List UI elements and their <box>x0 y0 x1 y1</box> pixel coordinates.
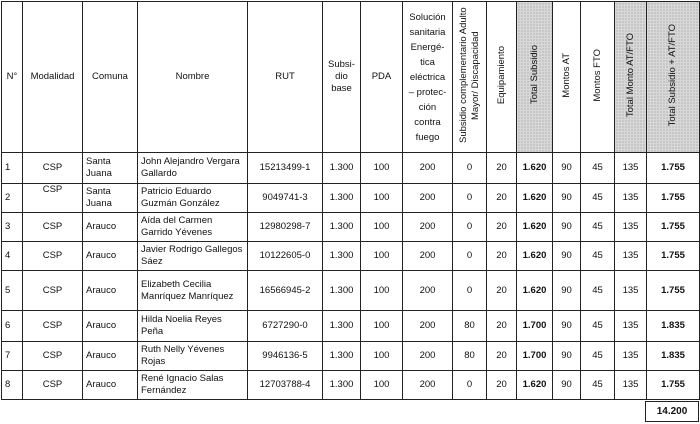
cell-n: 2 <box>2 184 23 213</box>
cell-n: 6 <box>2 311 23 342</box>
cell-sol: 200 <box>403 213 453 242</box>
cell-fto: 45 <box>581 371 615 400</box>
cell-base: 1.300 <box>323 242 361 271</box>
cell-base: 1.300 <box>323 213 361 242</box>
cell-tt: 1.755 <box>647 371 700 400</box>
cell-total: 1.620 <box>517 184 553 213</box>
table-row <box>2 271 700 311</box>
cell-rut: 16566945-2 <box>248 271 323 311</box>
cell-rut: 9049741-3 <box>248 184 323 213</box>
cell-comuna: Santa Juana <box>83 184 138 213</box>
header-total-subsidio-at-fto-text: Total Subsidio + AT/FTO <box>667 23 678 127</box>
cell-pda: 100 <box>361 271 403 311</box>
cell-fto: 45 <box>581 311 615 342</box>
header-montos-at-text: Montos AT <box>560 52 572 98</box>
cell-sol: 200 <box>403 311 453 342</box>
cell-comp: 0 <box>453 242 487 271</box>
cell-comp: 0 <box>453 153 487 184</box>
cell-total: 1.700 <box>517 342 553 371</box>
cell-nombre: René Ignacio Salas Fernández <box>138 371 248 400</box>
cell-fto: 45 <box>581 342 615 371</box>
cell-comuna: Arauco <box>83 311 138 342</box>
table-row <box>2 342 700 371</box>
cell-n: 8 <box>2 371 23 400</box>
cell-fto: 45 <box>581 153 615 184</box>
cell-base: 1.300 <box>323 311 361 342</box>
cell-pda: 100 <box>361 311 403 342</box>
cell-tt: 1.755 <box>647 242 700 271</box>
header-montos-fto-text: Montos FTO <box>591 48 603 102</box>
cell-tmonto: 135 <box>615 184 647 213</box>
cell-sol: 200 <box>403 184 453 213</box>
cell-comp: 0 <box>453 213 487 242</box>
cell-base: 1.300 <box>323 271 361 311</box>
cell-tt: 1.835 <box>647 342 700 371</box>
cell-equip: 20 <box>487 184 517 213</box>
cell-total: 1.620 <box>517 271 553 311</box>
header-rut: RUT <box>248 2 323 153</box>
cell-equip: 20 <box>487 213 517 242</box>
cell-modalidad: CSP <box>23 342 83 371</box>
cell-rut: 15213499-1 <box>248 153 323 184</box>
cell-rut: 12980298-7 <box>248 213 323 242</box>
cell-tt: 1.755 <box>647 153 700 184</box>
cell-sol: 200 <box>403 242 453 271</box>
cell-comuna: Arauco <box>83 271 138 311</box>
cell-tmonto: 135 <box>615 311 647 342</box>
header-total-subsidio-at-fto <box>647 2 700 153</box>
cell-nombre: Elizabeth Cecilia Manríquez Manríquez <box>138 271 248 311</box>
cell-rut: 12703788-4 <box>248 371 323 400</box>
cell-equip: 20 <box>487 153 517 184</box>
header-total-subsidio <box>517 2 553 153</box>
cell-sol: 200 <box>403 371 453 400</box>
cell-base: 1.300 <box>323 371 361 400</box>
cell-at: 90 <box>553 242 581 271</box>
cell-n: 3 <box>2 213 23 242</box>
cell-nombre: Patricio Eduardo Guzmán González <box>138 184 248 213</box>
header-n: N° <box>2 2 23 153</box>
header-subsidio-complementario-text: Subsidio complementario Adulto Mayor/ Discapacidad <box>457 7 481 143</box>
cell-tmonto: 135 <box>615 271 647 311</box>
cell-equip: 20 <box>487 371 517 400</box>
header-equipamiento-text: Equipamiento <box>495 45 507 105</box>
header-pda: PDA <box>361 2 403 153</box>
cell-n: 5 <box>2 271 23 311</box>
table-row <box>2 153 700 184</box>
table-row <box>2 242 700 271</box>
cell-rut: 6727290-0 <box>248 311 323 342</box>
cell-pda: 100 <box>361 371 403 400</box>
header-subsidio-base: Subsi-dio base <box>323 2 361 153</box>
table-row <box>2 311 700 342</box>
cell-pda: 100 <box>361 242 403 271</box>
cell-pda: 100 <box>361 184 403 213</box>
cell-sol: 200 <box>403 342 453 371</box>
cell-tt: 1.835 <box>647 311 700 342</box>
cell-at: 90 <box>553 153 581 184</box>
header-modalidad: Modalidad <box>23 2 83 153</box>
header-total-monto-text: Total Monto AT/FTO <box>624 32 636 118</box>
cell-nombre: Aída del Carmen Garrido Yévenes <box>138 213 248 242</box>
cell-comuna: Arauco <box>83 242 138 271</box>
cell-pda: 100 <box>361 213 403 242</box>
cell-at: 90 <box>553 213 581 242</box>
cell-fto: 45 <box>581 242 615 271</box>
header-equipamiento <box>487 2 517 153</box>
cell-fto: 45 <box>581 271 615 311</box>
cell-at: 90 <box>553 342 581 371</box>
cell-base: 1.300 <box>323 153 361 184</box>
cell-nombre: Javier Rodrigo Gallegos Sáez <box>138 242 248 271</box>
cell-modalidad: CSP <box>23 311 83 342</box>
cell-comuna: Arauco <box>83 371 138 400</box>
cell-comp: 80 <box>453 311 487 342</box>
cell-comp: 0 <box>453 184 487 213</box>
cell-equip: 20 <box>487 342 517 371</box>
cell-equip: 20 <box>487 242 517 271</box>
cell-base: 1.300 <box>323 342 361 371</box>
cell-comuna: Arauco <box>83 342 138 371</box>
cell-modalidad: CSP <box>23 271 83 311</box>
cell-tt: 1.755 <box>647 184 700 213</box>
cell-nombre: Ruth Nelly Yévenes Rojas <box>138 342 248 371</box>
cell-total: 1.620 <box>517 371 553 400</box>
cell-equip: 20 <box>487 271 517 311</box>
cell-at: 90 <box>553 271 581 311</box>
header-total-subsidio-text: Total Subsidio <box>528 45 540 105</box>
cell-tmonto: 135 <box>615 153 647 184</box>
cell-fto: 45 <box>581 184 615 213</box>
table-row <box>2 213 700 242</box>
header-subsidio-complementario <box>453 2 487 153</box>
cell-total: 1.620 <box>517 242 553 271</box>
cell-rut: 9946136-5 <box>248 342 323 371</box>
cell-at: 90 <box>553 184 581 213</box>
cell-pda: 100 <box>361 153 403 184</box>
cell-pda: 100 <box>361 342 403 371</box>
cell-modalidad: CSP <box>23 242 83 271</box>
cell-nombre: Hilda Noelia Reyes Peña <box>138 311 248 342</box>
cell-equip: 20 <box>487 311 517 342</box>
cell-comuna: Santa Juana <box>83 153 138 184</box>
header-montos-fto <box>581 2 615 153</box>
cell-base: 1.300 <box>323 184 361 213</box>
cell-modalidad: CSP <box>23 184 83 213</box>
header-comuna: Comuna <box>83 2 138 153</box>
header-montos-at <box>553 2 581 153</box>
cell-tt: 1.755 <box>647 271 700 311</box>
cell-total: 1.620 <box>517 213 553 242</box>
cell-comp: 0 <box>453 371 487 400</box>
table-row <box>2 184 700 213</box>
cell-total: 1.620 <box>517 153 553 184</box>
cell-modalidad: CSP <box>23 213 83 242</box>
cell-n: 7 <box>2 342 23 371</box>
cell-modalidad: CSP <box>23 371 83 400</box>
cell-tmonto: 135 <box>615 213 647 242</box>
cell-sol: 200 <box>403 271 453 311</box>
cell-tmonto: 135 <box>615 371 647 400</box>
cell-comp: 0 <box>453 271 487 311</box>
cell-at: 90 <box>553 371 581 400</box>
cell-rut: 10122605-0 <box>248 242 323 271</box>
cell-modalidad: CSP <box>23 153 83 184</box>
cell-tmonto: 135 <box>615 242 647 271</box>
cell-comp: 80 <box>453 342 487 371</box>
cell-tt: 1.755 <box>647 213 700 242</box>
table-row <box>2 371 700 400</box>
grand-total: 14.200 <box>645 401 699 422</box>
cell-fto: 45 <box>581 213 615 242</box>
cell-comuna: Arauco <box>83 213 138 242</box>
cell-nombre: John Alejandro Vergara Gallardo <box>138 153 248 184</box>
header-nombre: Nombre <box>138 2 248 153</box>
header-total-monto <box>615 2 647 153</box>
header-solucion: Solución sanitaria Energé-tica eléctrica – protec-ción contra fuego <box>403 2 453 153</box>
cell-sol: 200 <box>403 153 453 184</box>
subsidy-table <box>1 1 700 400</box>
cell-n: 1 <box>2 153 23 184</box>
cell-at: 90 <box>553 311 581 342</box>
cell-tmonto: 135 <box>615 342 647 371</box>
cell-n: 4 <box>2 242 23 271</box>
cell-total: 1.700 <box>517 311 553 342</box>
header-row <box>2 2 700 153</box>
